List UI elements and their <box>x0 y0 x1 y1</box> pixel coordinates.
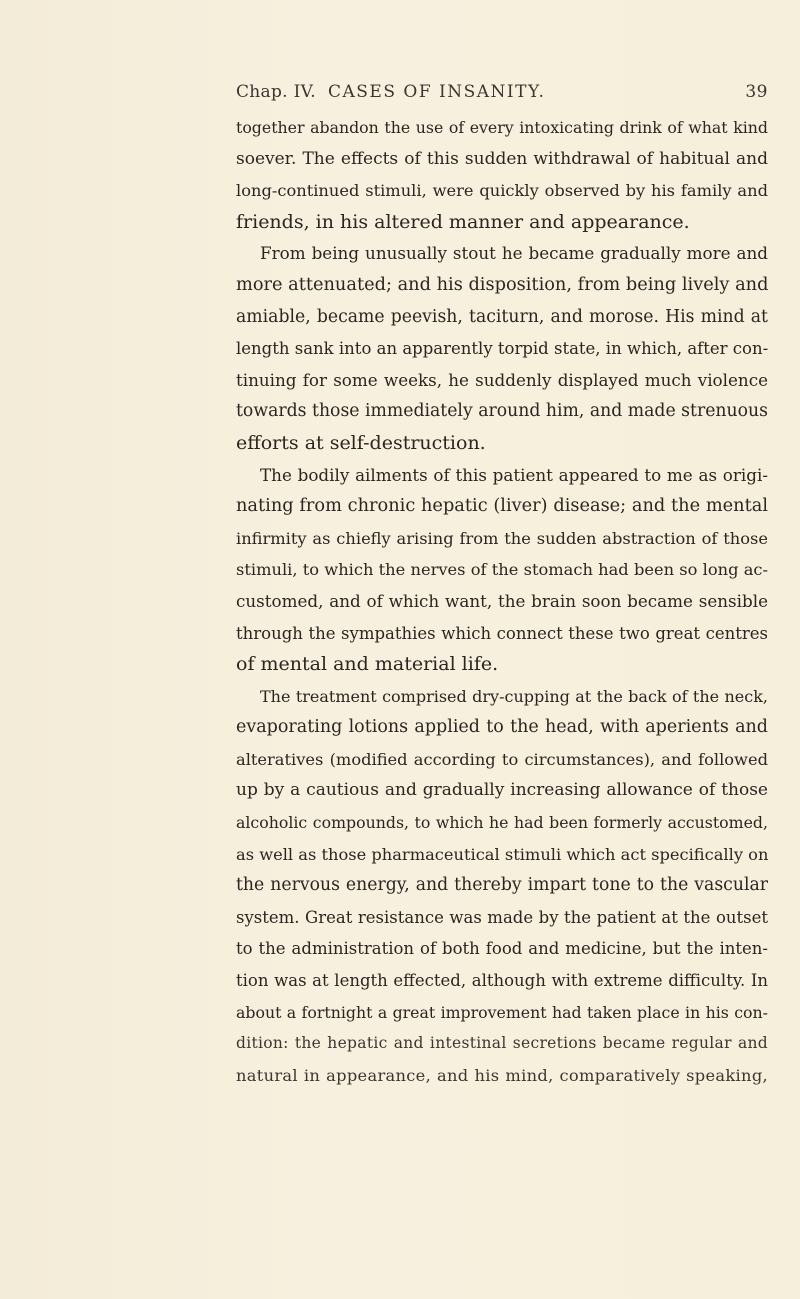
text-line: dition: the hepatic and intestinal secretions became regular and <box>236 1034 768 1053</box>
text-line: The treatment comprised dry-cupping at the back of the neck, <box>260 686 768 706</box>
text-line: together abandon the use of every intoxicating drink of what kind <box>236 118 768 137</box>
text-line: The bodily ailments of this patient appeared to me as origi- <box>260 464 768 485</box>
text-line: stimuli, to which the nerves of the stomach had been so long ac- <box>236 560 768 580</box>
text-line: customed, and of which want, the brain soon became sensible <box>236 590 768 611</box>
text-line: efforts at self-destruction. <box>236 431 486 454</box>
text-line: tion was at length effected, although with extreme difficulty. In <box>236 971 768 991</box>
page-number: 39 <box>745 82 768 102</box>
text-line: as well as those pharmaceutical stimuli which act specifically on <box>236 844 769 864</box>
text-line: to the administration of both food and medicine, but the inten- <box>236 939 768 959</box>
running-head <box>236 82 768 106</box>
text-line: through the sympathies which connect these two great centres <box>236 623 768 643</box>
text-line: towards those immediately around him, and made strenuous <box>236 401 768 422</box>
section-title: CASES OF INSANITY. <box>328 82 546 102</box>
text-line: system. Great resistance was made by the patient at the outset <box>236 907 768 927</box>
body-text <box>236 112 768 1091</box>
text-line: friends, in his altered manner and appearance. <box>236 210 690 233</box>
text-line: tinuing for some weeks, he suddenly displayed much violence <box>236 369 768 390</box>
text-line: alteratives (modified according to circumstances), and followed <box>236 749 768 769</box>
text-line: the nervous energy, and thereby impart tone to the vascular <box>236 875 768 896</box>
text-line: length sank into an apparently torpid state, in which, after con- <box>236 339 769 359</box>
text-line: up by a cautious and gradually increasing allowance of those <box>236 780 768 801</box>
text-line: of mental and material life. <box>236 653 499 676</box>
chapter-label: Chap. IV. <box>236 82 316 102</box>
text-line: nating from chronic hepatic (liver) disease; and the mental <box>236 496 768 517</box>
text-line: more attenuated; and his disposition, from being lively and <box>236 274 769 295</box>
text-line: natural in appearance, and his mind, comparatively speaking, <box>236 1065 768 1085</box>
text-line: amiable, became peevish, taciturn, and morose. His mind at <box>236 306 768 327</box>
text-line: soever. The effects of this sudden withdrawal of habitual and <box>236 148 768 169</box>
text-line: long-continued stimuli, were quickly observed by his family and <box>236 181 768 201</box>
text-line: From being unusually stout he became gradually more and <box>260 243 768 264</box>
text-line: infirmity as chiefly arising from the sudden abstraction of those <box>236 528 768 548</box>
text-line: alcoholic compounds, to which he had been formerly accustomed, <box>236 813 768 833</box>
text-line: evaporating lotions applied to the head, with aperients and <box>236 717 768 738</box>
text-line: about a fortnight a great improvement had taken place in his con- <box>236 1002 768 1022</box>
